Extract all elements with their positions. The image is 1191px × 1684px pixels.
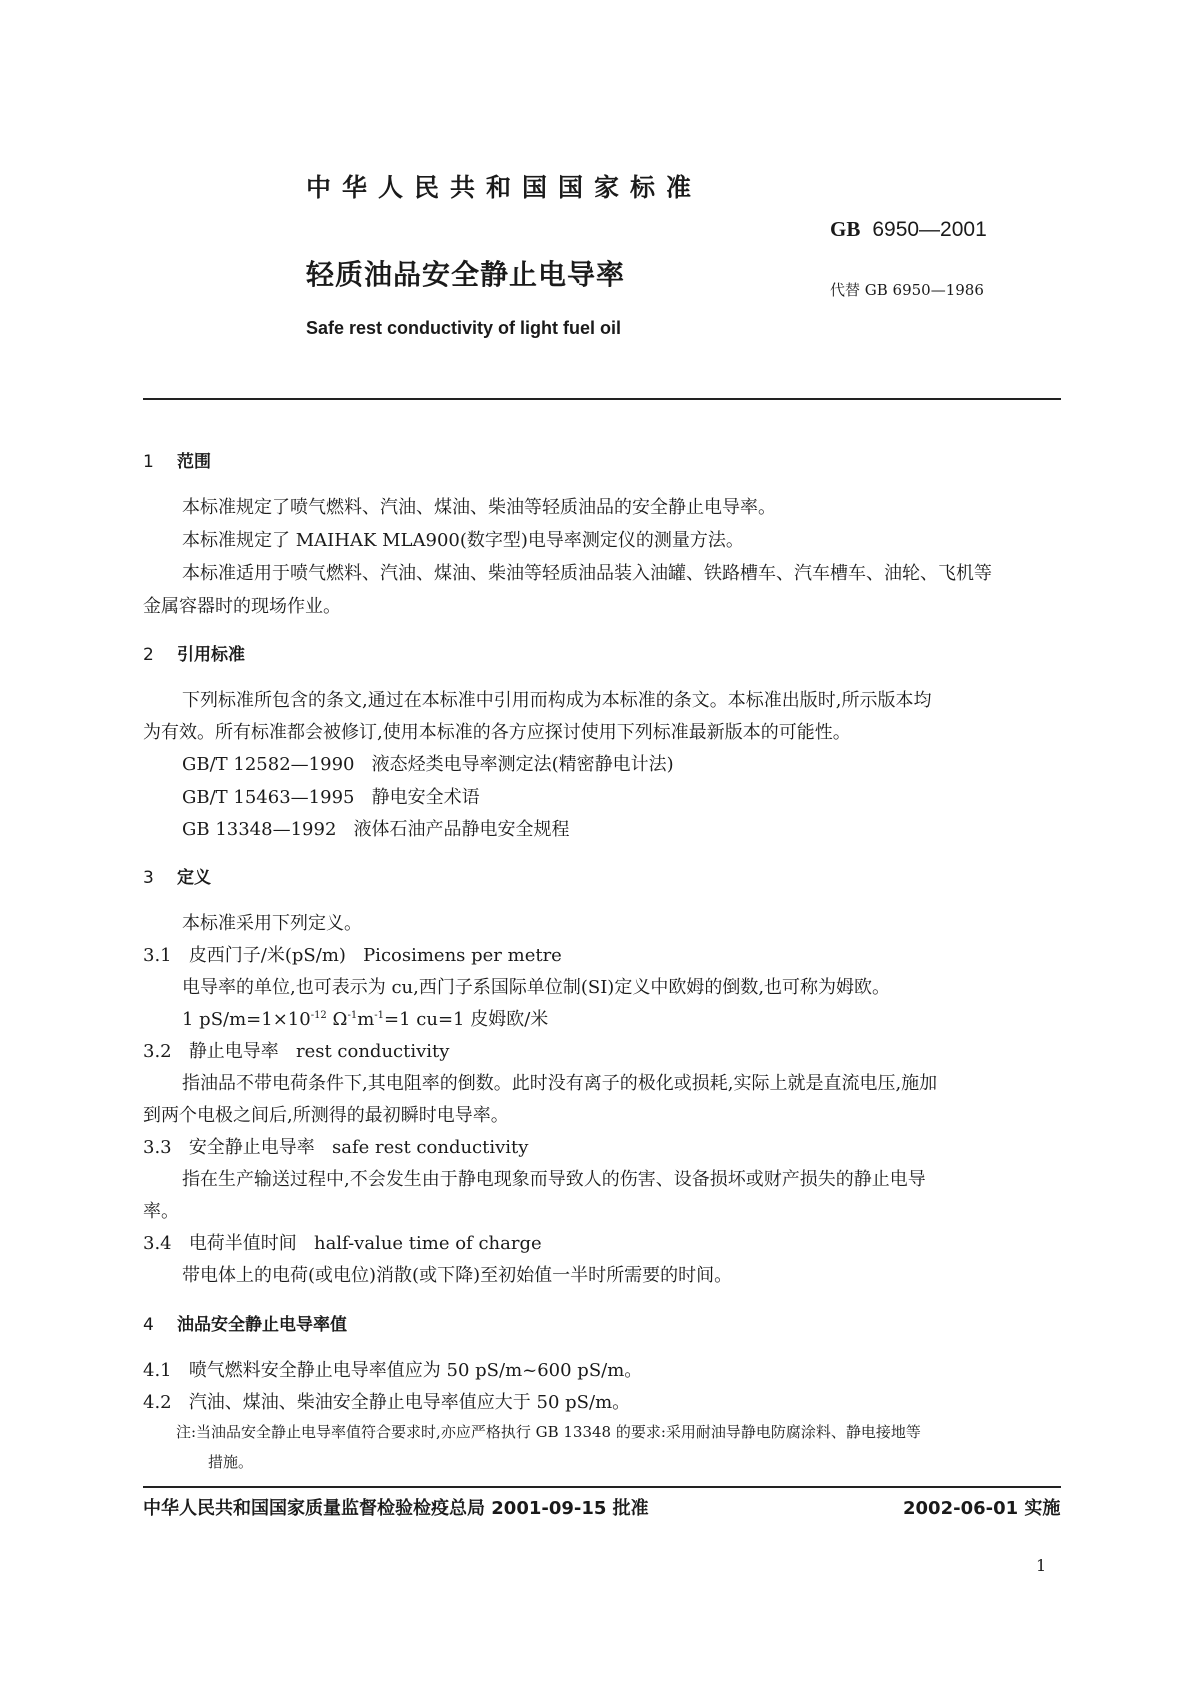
clause-number: 3.1 <box>143 945 172 966</box>
section-1-heading <box>143 447 211 472</box>
paragraph-continuation: 到两个电极之间后,所测得的最初瞬时电导率。 <box>143 1105 509 1126</box>
document-title-en: Safe rest conductivity of light fuel oil <box>306 318 622 338</box>
normative-reference: GB/T 12582—1990 液态烃类电导率测定法(精密静电计法) <box>182 754 674 775</box>
clause-number: 4.1 <box>143 1360 172 1381</box>
clause-text: 喷气燃料安全静止电导率值应为 50 pS/m~600 pS/m。 <box>188 1360 643 1381</box>
paragraph-continuation: 为有效。所有标准都会被修订,使用本标准的各方应探讨使用下列标准最新版本的可能性。 <box>143 722 851 743</box>
formula-exponent: -12 <box>310 1010 327 1021</box>
definition-3-4-heading <box>143 1229 542 1255</box>
clause-4-2 <box>143 1388 630 1414</box>
normative-reference: GB/T 15463—1995 静电安全术语 <box>182 787 480 808</box>
page-number: 1 <box>1036 1556 1047 1575</box>
section-4-heading <box>143 1310 347 1335</box>
paragraph-continuation: 率。 <box>143 1201 179 1222</box>
clause-number: 3.3 <box>143 1137 172 1158</box>
formula-part: 1 pS/m=1×10 <box>182 1009 311 1030</box>
approval-statement: 中华人民共和国国家质量监督检验检疫总局 2001-09-15 批准 <box>143 1498 649 1519</box>
paragraph: 本标准采用下列定义。 <box>182 913 362 934</box>
definition-term: 静止电导率 rest conductivity <box>188 1041 450 1062</box>
formula <box>182 1005 548 1031</box>
formula-exponent: -1 <box>374 1010 385 1021</box>
paragraph: 下列标准所包含的条文,通过在本标准中引用而构成为本标准的条文。本标准出版时,所示版本均 <box>182 690 932 711</box>
formula-part: Ω <box>326 1009 348 1030</box>
replaces-standard: 代替 GB 6950—1986 <box>830 281 984 299</box>
section-title: 引用标准 <box>177 645 245 665</box>
section-title: 范围 <box>177 452 211 472</box>
paragraph: 本标准规定了喷气燃料、汽油、煤油、柴油等轻质油品的安全静止电导率。 <box>182 497 776 518</box>
paragraph: 本标准规定了 MAIHAK MLA900(数字型)电导率测定仪的测量方法。 <box>182 530 744 551</box>
standard-code: 6950—2001 <box>872 218 987 241</box>
section-2-heading <box>143 640 245 665</box>
national-standard-heading: 中华人民共和国国家标准 <box>306 173 703 202</box>
formula-exponent: -1 <box>347 1010 358 1021</box>
clause-text: 汽油、煤油、柴油安全静止电导率值应大于 50 pS/m。 <box>188 1392 631 1413</box>
paragraph: 本标准适用于喷气燃料、汽油、煤油、柴油等轻质油品装入油罐、铁路槽车、汽车槽车、油轮、飞机等 <box>182 563 992 584</box>
clause-number: 3.4 <box>143 1233 172 1254</box>
paragraph: 指油品不带电荷条件下,其电阻率的倒数。此时没有离子的极化或损耗,实际上就是直流电压,施加 <box>182 1073 938 1094</box>
document-title-cn: 轻质油品安全静止电导率 <box>306 258 626 291</box>
note: 注:当油品安全静止电导率值符合要求时,亦应严格执行 GB 13348 的要求:采用耐油导静电防腐涂料、静电接地等 <box>176 1423 921 1441</box>
section-number: 3 <box>143 868 154 888</box>
normative-reference: GB 13348—1992 液体石油产品静电安全规程 <box>182 819 570 840</box>
formula-part: m <box>357 1009 375 1030</box>
definition-3-3-heading <box>143 1133 528 1159</box>
header-rule <box>143 398 1061 400</box>
paragraph: 电导率的单位,也可表示为 cu,西门子系国际单位制(SI)定义中欧姆的倒数,也可称为姆欧。 <box>182 977 891 998</box>
standard-prefix: GB <box>830 217 861 241</box>
paragraph: 带电体上的电荷(或电位)消散(或下降)至初始值一半时所需要的时间。 <box>182 1265 733 1286</box>
section-title: 定义 <box>177 868 211 888</box>
implementation-date: 2002-06-01 实施 <box>903 1498 1061 1519</box>
section-number: 4 <box>143 1315 154 1335</box>
note-continuation: 措施。 <box>208 1453 254 1471</box>
clause-number: 4.2 <box>143 1392 172 1413</box>
footer-rule <box>143 1486 1061 1488</box>
definition-term: 电荷半值时间 half-value time of charge <box>188 1233 542 1254</box>
paragraph: 指在生产输送过程中,不会发生由于静电现象而导致人的伤害、设备损坏或财产损失的静止电导 <box>182 1169 926 1190</box>
clause-4-1 <box>143 1356 642 1382</box>
section-number: 2 <box>143 645 154 665</box>
definition-3-2-heading <box>143 1037 449 1063</box>
standard-number <box>830 217 987 242</box>
section-3-heading <box>143 863 211 888</box>
section-title: 油品安全静止电导率值 <box>177 1315 347 1335</box>
section-number: 1 <box>143 452 154 472</box>
formula-part: =1 cu=1 皮姆欧/米 <box>384 1009 549 1030</box>
definition-3-1-heading <box>143 941 562 967</box>
definition-term: 安全静止电导率 safe rest conductivity <box>188 1137 529 1158</box>
clause-number: 3.2 <box>143 1041 172 1062</box>
paragraph-continuation: 金属容器时的现场作业。 <box>143 596 341 617</box>
definition-term: 皮西门子/米(pS/m) Picosimens per metre <box>188 945 562 966</box>
